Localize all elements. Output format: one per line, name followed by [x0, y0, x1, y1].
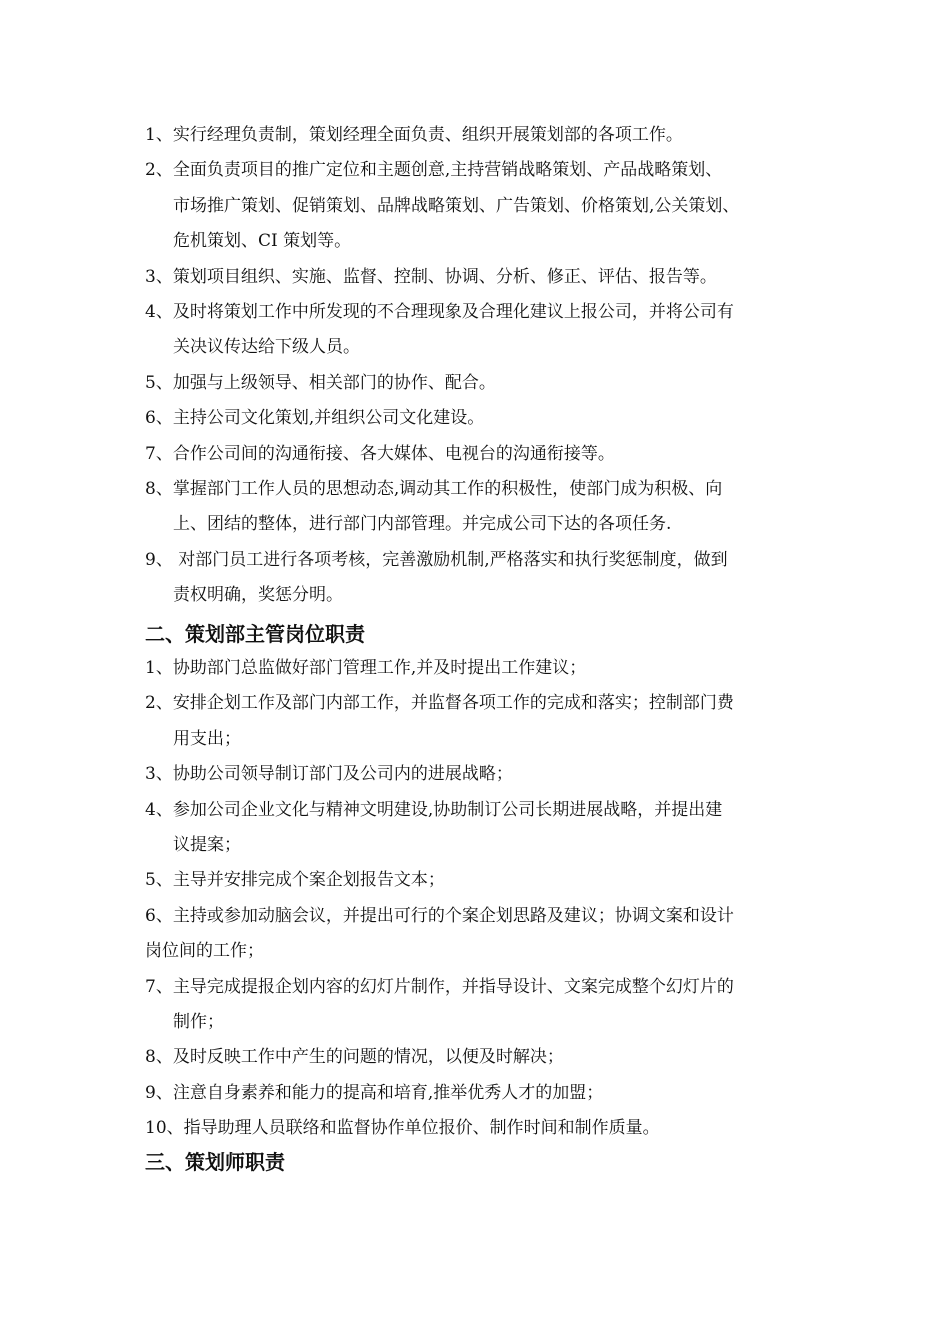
list-item	[0, 118, 950, 153]
list-item	[0, 863, 950, 898]
list-item	[0, 651, 950, 686]
list-item-text: 3、协助公司领导制订部门及公司内的进展战略；	[145, 764, 513, 785]
list-item	[0, 543, 950, 614]
list-item-continuation: 议提案；	[173, 834, 241, 855]
list-item-text: 4、参加公司企业文化与精神文明建设,协助制订公司长期进展战略，并提出建	[145, 799, 723, 820]
list-item-text: 8、及时反映工作中产生的问题的情况，以便及时解决；	[145, 1047, 564, 1068]
list-item-text: 1、协助部门总监做好部门管理工作,并及时提出工作建议；	[145, 658, 587, 678]
list-item	[0, 686, 950, 757]
list-item-text: 1、实行经理负责制，策划经理全面负责、组织开展策划部的各项工作。	[145, 125, 683, 145]
list-item-continuation: 用支出；	[173, 728, 241, 749]
list-item-text: 9、注意自身素养和能力的提高和培育,推举优秀人才的加盟；	[145, 1082, 604, 1103]
section-2-list	[0, 651, 950, 1146]
list-item	[0, 472, 950, 543]
list-item-continuation: 危机策划、CI 策划等。	[173, 231, 352, 252]
list-item-text: 5、主导并安排完成个案企划报告文本；	[145, 870, 445, 891]
list-item	[0, 1040, 950, 1075]
list-item-text: 5、加强与上级领导、相关部门的协作、配合。	[145, 372, 496, 393]
list-item	[0, 970, 950, 1041]
list-item	[0, 757, 950, 792]
list-item-continuation: 责权明确，奖惩分明。	[173, 585, 343, 606]
list-item-continuation: 上、团结的整体，进行部门内部管理。并完成公司下达的各项任务.	[173, 514, 672, 535]
section-3-heading: 三、策划师职责	[145, 1150, 285, 1174]
list-item	[0, 401, 950, 436]
list-item-text: 2、安排企划工作及部门内部工作，并监督各项工作的完成和落实；控制部门费	[145, 693, 734, 714]
list-item-text: 4、及时将策划工作中所发现的不合理现象及合理化建议上报公司，并将公司有	[145, 301, 734, 322]
list-item-continuation: 制作；	[173, 1011, 224, 1032]
list-item	[0, 260, 950, 295]
list-item-text: 9、 对部门员工进行各项考核，完善激励机制,严格落实和执行奖惩制度，做到	[145, 549, 728, 570]
list-item	[0, 366, 950, 401]
list-item	[0, 899, 950, 970]
list-item	[0, 1111, 950, 1146]
list-item-text: 2、全面负责项目的推广定位和主题创意,主持营销战略策划、产品战略策划、	[145, 160, 723, 181]
section-1-list	[0, 118, 950, 613]
list-item	[0, 153, 950, 259]
list-item-text: 6、主持公司文化策划,并组织公司文化建设。	[145, 408, 485, 429]
list-item-continuation: 市场推广策划、促销策划、品牌战略策划、广告策划、价格策划,公关策划、	[173, 195, 740, 216]
list-item-continuation: 关决议传达给下级人员。	[173, 337, 360, 358]
list-item-continuation: 岗位间的工作；	[145, 941, 264, 962]
list-item-text: 8、掌握部门工作人员的思想动态,调动其工作的积极性，使部门成为积极、向	[145, 478, 723, 499]
list-item	[0, 1076, 950, 1111]
section-2-heading: 二、策划部主管岗位职责	[145, 622, 365, 646]
list-item	[0, 437, 950, 472]
list-item-text: 7、合作公司间的沟通衔接、各大媒体、电视台的沟通衔接等。	[145, 443, 615, 464]
list-item	[0, 295, 950, 366]
list-item-text: 7、主导完成提报企划内容的幻灯片制作，并指导设计、文案完成整个幻灯片的	[145, 976, 734, 997]
list-item-text: 10、指导助理人员联络和监督协作单位报价、制作时间和制作质量。	[145, 1118, 660, 1139]
list-item	[0, 793, 950, 864]
list-item-text: 6、主持或参加动脑会议，并提出可行的个案企划思路及建议；协调文案和设计	[145, 905, 734, 926]
list-item-text: 3、策划项目组织、实施、监督、控制、协调、分析、修正、评估、报告等。	[145, 266, 717, 287]
